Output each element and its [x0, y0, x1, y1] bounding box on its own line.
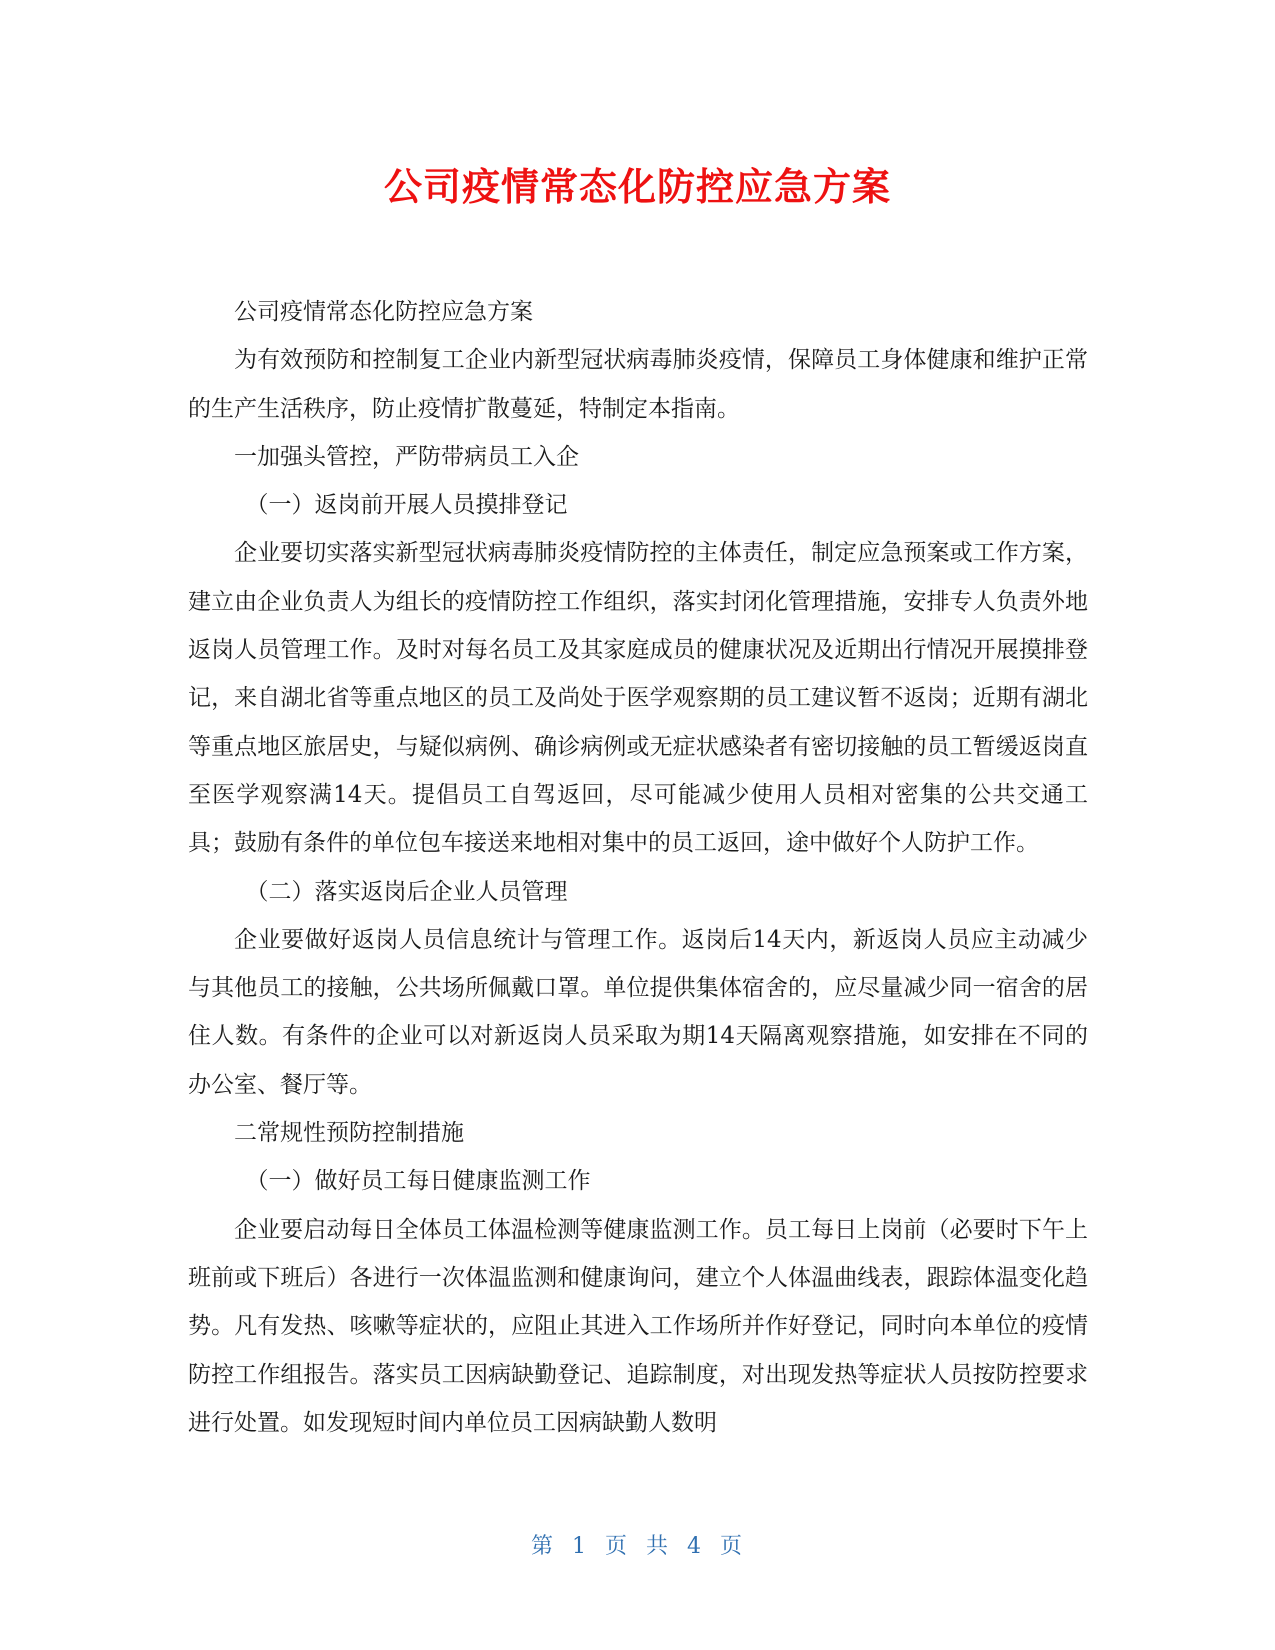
section-heading-2: 二常规性预防控制措施 [234, 1120, 464, 1147]
paragraph-intro: 为有效预防和控制复工企业内新型冠状病毒肺炎疫情，保障员工身体健康和维护正常的生产生活秩序，防止疫情扩散蔓延，特制定本指南。 [188, 347, 1088, 422]
subsection-heading-2-1: （一）做好员工每日健康监测工作 [245, 1168, 591, 1195]
subsection-heading-1-2: （二）落实返岗后企业人员管理 [245, 878, 568, 905]
paragraph-1-1: 企业要切实落实新型冠状病毒肺炎疫情防控的主体责任，制定应急预案或工作方案，建立由企业负责人为组长的疫情防控工作组织，落实封闭化管理措施，安排专人负责外地返岗人员管理工作。及时对每名员工及其家庭成员的健康状况及近期出行情况开展摸排登记，来自湖北省等重点地区的员工及尚处于医学观察期的员工建议暂不返岗；近期有湖北等重点地区旅居史，与疑似病例、确诊病例或无症状感染者有密切接触的员工暂缓返岗直至医学观察满14天。提倡员工自驾返回，尽可能减少使用人员相对密集的公共交通工具；鼓励有条件的单位包车接送来地相对集中的员工返回，途中做好个人防护工作。 [188, 540, 1088, 857]
paragraph-heading: 公司疫情常态化防控应急方案 [234, 299, 533, 325]
page-footer: 第 1 页 共 4 页 [531, 1534, 744, 1559]
subsection-heading-1-1: （一）返岗前开展人员摸排登记 [245, 492, 568, 519]
section-heading-1: 一加强头管控，严防带病员工入企 [234, 443, 579, 470]
document-body [188, 288, 1088, 1447]
paragraph-1-2: 企业要做好返岗人员信息统计与管理工作。返岗后14天内，新返岗人员应主动减少与其他员工的接触，公共场所佩戴口罩。单位提供集体宿舍的，应尽量减少同一宿舍的居住人数。有条件的企业可以对新返岗人员采取为期14天隔离观察措施，如安排在不同的办公室、餐厅等。 [188, 926, 1088, 1098]
document-title: 公司疫情常态化防控应急方案 [383, 165, 891, 209]
paragraph-2-1: 企业要启动每日全体员工体温检测等健康监测工作。员工每日上岗前（必要时下午上班前或下班后）各进行一次体温监测和健康询问，建立个人体温曲线表，跟踪体温变化趋势。凡有发热、咳嗽等症状的，应阻止其进入工作场所并作好登记，同时向本单位的疫情防控工作组报告。落实员工因病缺勤登记、追踪制度，对出现发热等症状人员按防控要求进行处置。如发现短时间内单位员工因病缺勤人数明 [188, 1216, 1088, 1436]
